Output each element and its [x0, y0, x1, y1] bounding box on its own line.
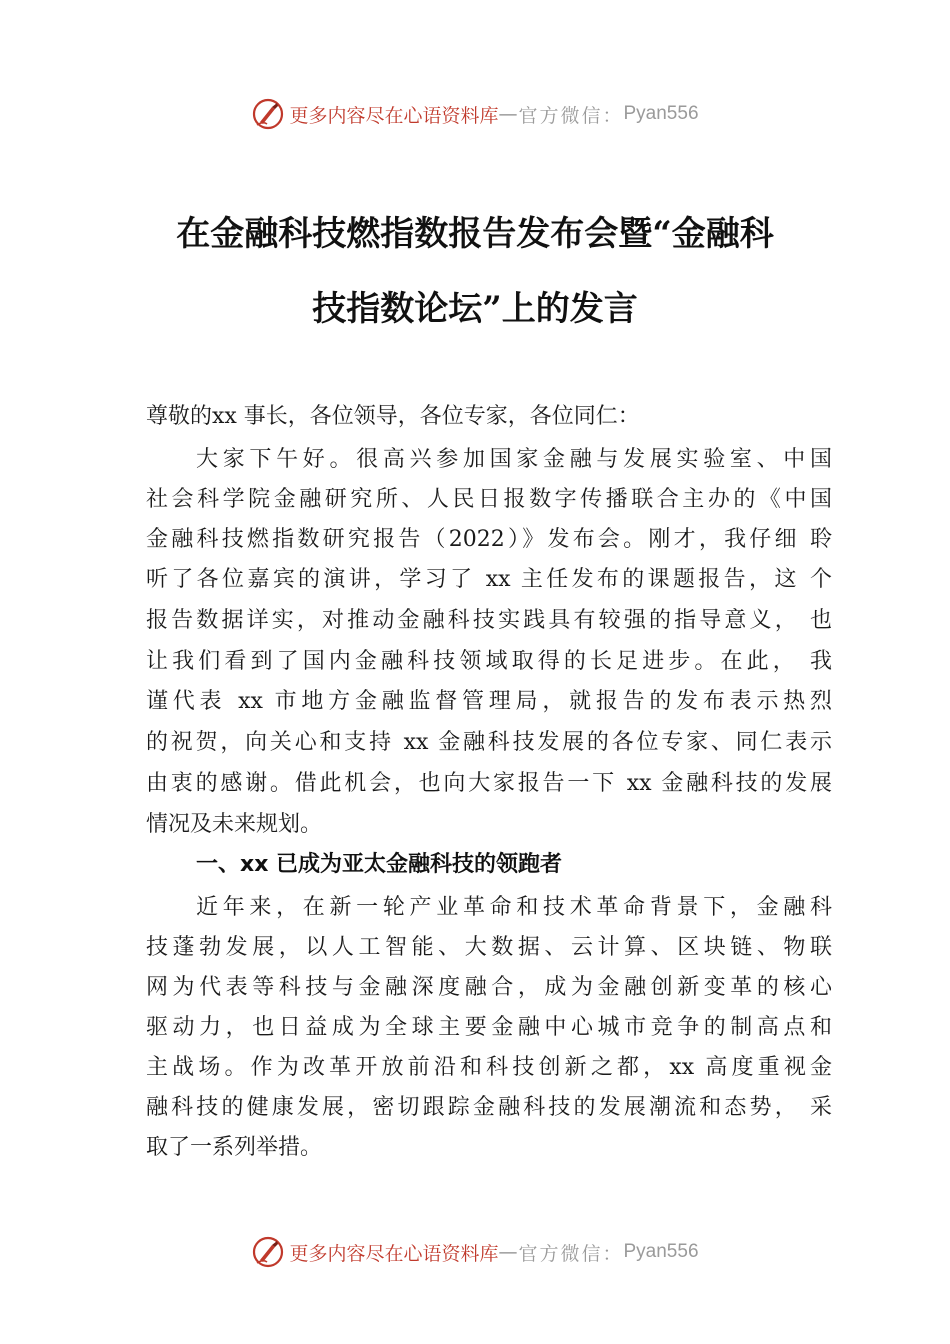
- paragraph-1-line: 社会科学院金融研究所、人民日报数字传播联合主办的《中国: [146, 487, 832, 512]
- header-watermark: [0, 94, 950, 134]
- paragraph-1-line: 的祝贺，向关心和支持 xx 金融科技发展的各位专家、同仁表示: [146, 730, 832, 755]
- paragraph-1-line: 金融科技燃指数研究报告（2022）》发布会。刚才，我仔细 聆: [146, 527, 832, 552]
- watermark-separator: —: [498, 103, 519, 125]
- paragraph-1-line: 报告数据详实，对推动金融科技实践具有较强的指导意义， 也: [146, 608, 832, 633]
- document-title-line-2: 技指数论坛”上的发言: [312, 289, 638, 329]
- paragraph-1-line: 大家下午好。很高兴参加国家金融与发展实验室、中国: [196, 447, 832, 472]
- watermark-official-label: 官方微信：: [518, 1242, 624, 1265]
- watermark-official-label: 官方微信：: [518, 104, 624, 127]
- paragraph-2-line: 取了一系列举措。: [146, 1135, 323, 1160]
- paragraph-1-line: 由衷的感谢。借此机会，也向大家报告一下 xx 金融科技的发展: [146, 771, 832, 796]
- paragraph-2-line: 驱动力，也日益成为全球主要金融中心城市竞争的制高点和: [146, 1015, 832, 1040]
- watermark-promo-text: 更多内容尽在心语资料库: [289, 104, 499, 127]
- paragraph-1-line: 让我们看到了国内金融科技领域取得的长足进步。在此， 我: [146, 649, 832, 674]
- pen-logo-icon: [251, 1235, 285, 1269]
- footer-watermark: [0, 1232, 950, 1272]
- document-title-line-1: 在金融科技燃指数报告发布会暨“金融科: [176, 214, 774, 254]
- paragraph-2-line: 网为代表等科技与金融深度融合，成为金融创新变革的核心: [146, 975, 832, 1000]
- watermark-wechat-id: Pyan556: [623, 1241, 699, 1262]
- pen-logo-icon: [251, 97, 285, 131]
- paragraph-1-line: 情况及未来规划。: [146, 812, 323, 837]
- paragraph-1-line: 听了各位嘉宾的演讲，学习了 xx 主任发布的课题报告，这 个: [146, 567, 832, 592]
- section-1-heading: 一、xx 已成为亚太金融科技的领跑者: [196, 852, 563, 877]
- paragraph-1-line: 谨代表 xx 市地方金融监督管理局，就报告的发布表示热烈: [146, 689, 832, 714]
- watermark-promo-text: 更多内容尽在心语资料库: [289, 1242, 499, 1265]
- watermark-separator: —: [498, 1241, 519, 1263]
- paragraph-2-line: 主战场。作为改革开放前沿和科技创新之都，xx 高度重视金: [146, 1055, 832, 1080]
- paragraph-2-line: 技蓬勃发展，以人工智能、大数据、云计算、区块链、物联: [146, 935, 832, 960]
- salutation: 尊敬的xx 事长，各位领导，各位专家，各位同仁：: [146, 404, 640, 429]
- paragraph-2-line: 近年来，在新一轮产业革命和技术革命背景下，金融科: [196, 895, 832, 920]
- paragraph-2-line: 融科技的健康发展，密切跟踪金融科技的发展潮流和态势， 采: [146, 1095, 832, 1120]
- watermark-wechat-id: Pyan556: [623, 103, 699, 124]
